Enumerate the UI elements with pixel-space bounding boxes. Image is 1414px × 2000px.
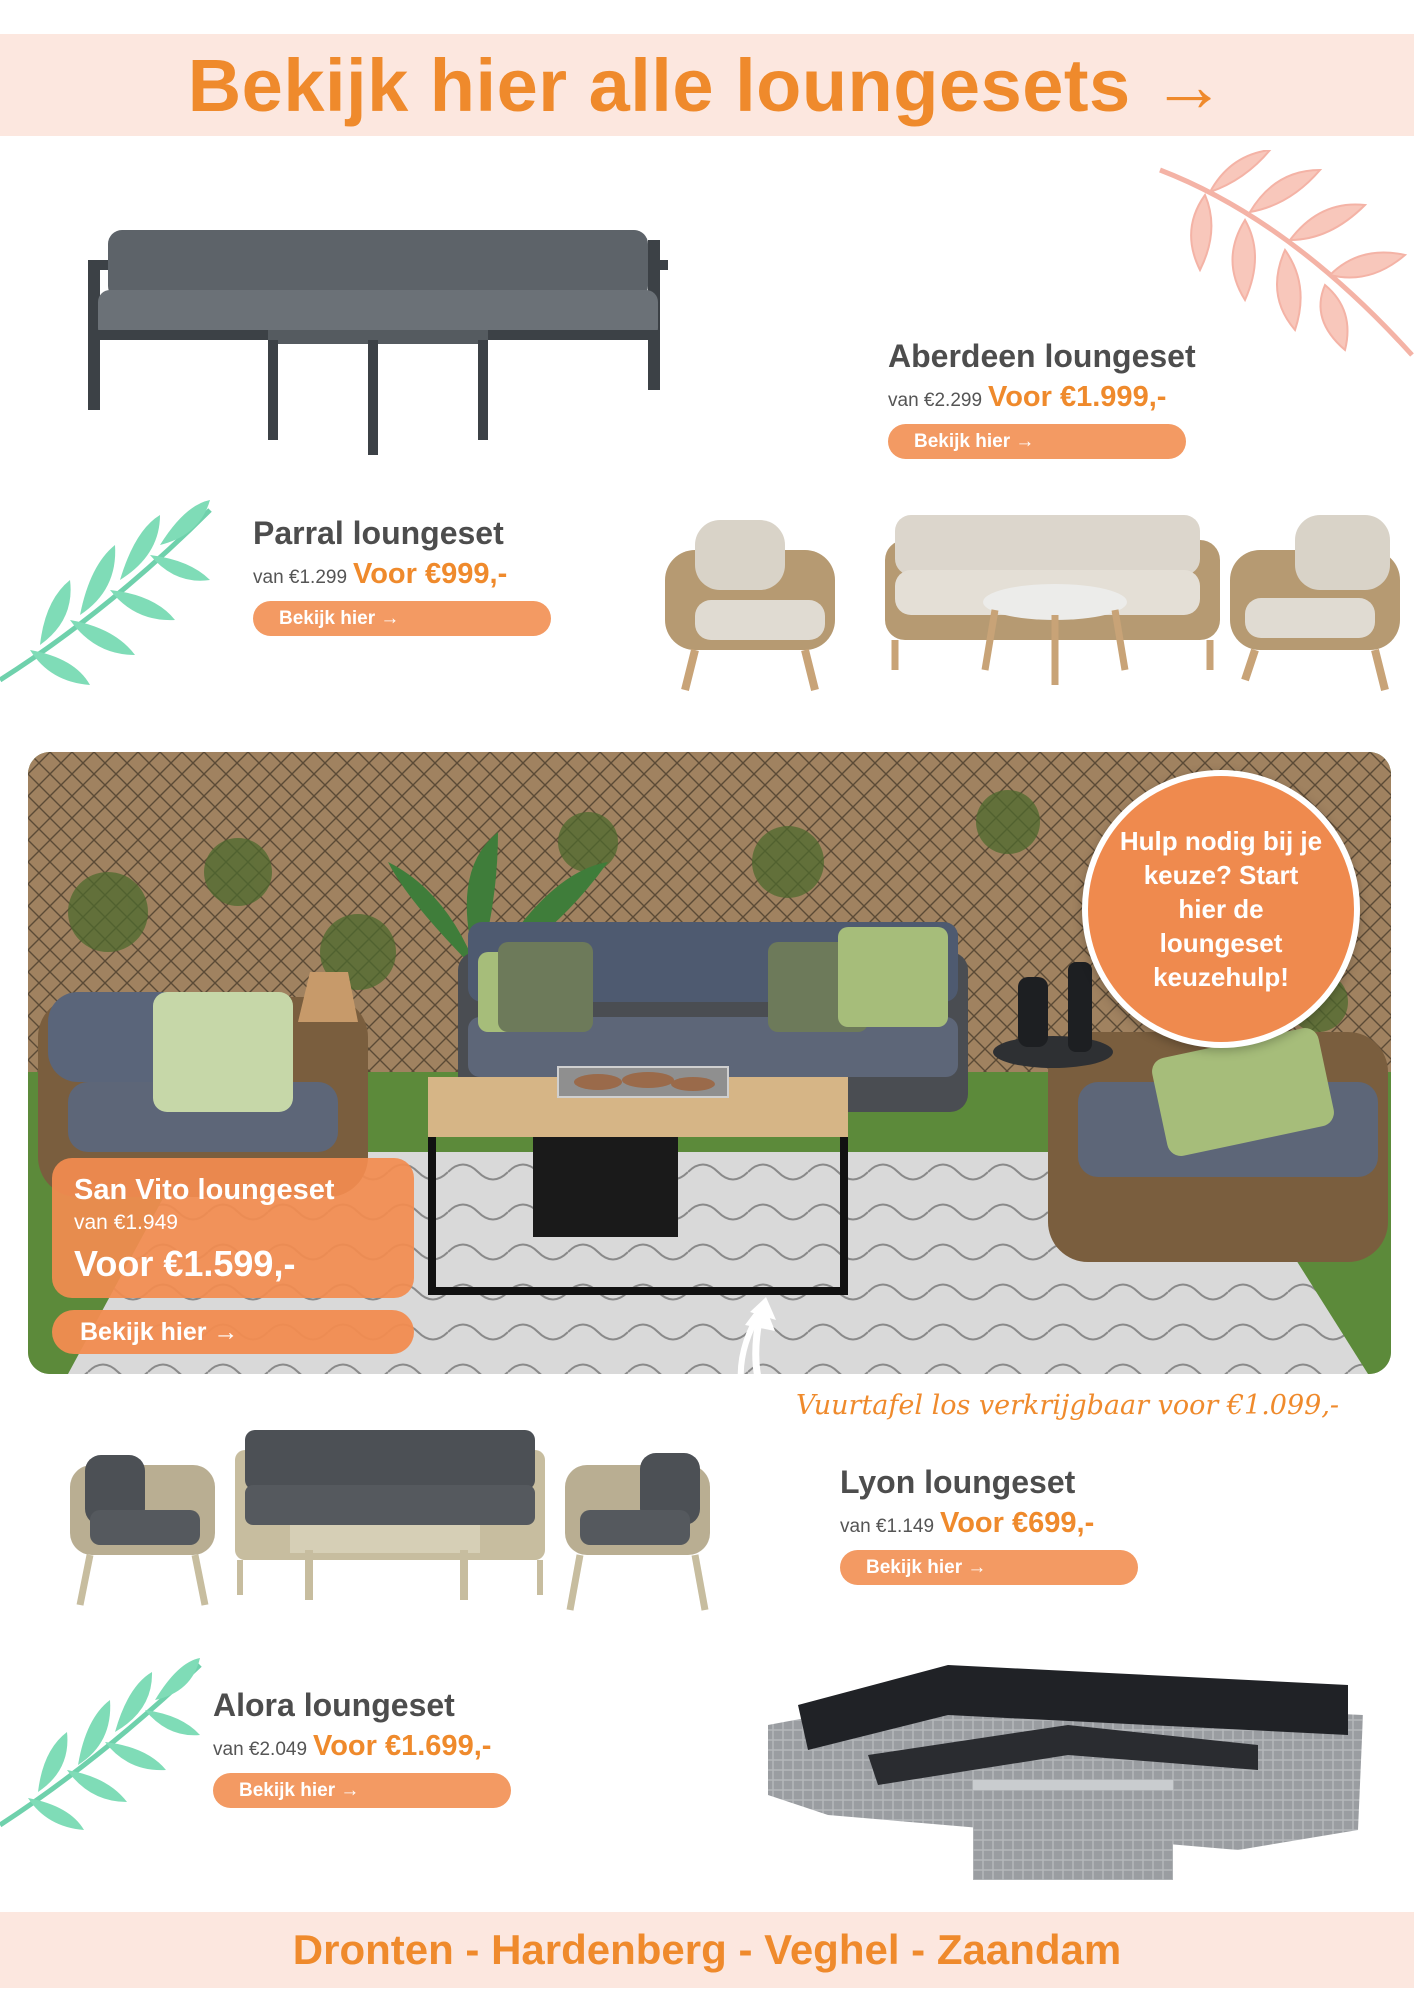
header-title-link[interactable]: Bekijk hier alle loungesets → bbox=[187, 43, 1227, 127]
sale-price: Voor €699,- bbox=[940, 1507, 1095, 1539]
green-leaf-icon bbox=[0, 1650, 205, 1835]
old-price: van €2.299 bbox=[888, 390, 983, 411]
keuzehulp-callout-button[interactable] bbox=[1082, 770, 1360, 1048]
product-lyon bbox=[840, 1464, 1138, 1585]
product-name: San Vito loungeset bbox=[74, 1174, 335, 1206]
pink-leaf-icon bbox=[1150, 150, 1414, 360]
product-aberdeen bbox=[888, 338, 1196, 459]
old-price: van €1.149 bbox=[840, 1516, 935, 1537]
product-name: Lyon loungeset bbox=[840, 1464, 1076, 1500]
san-vito-view-button[interactable]: Bekijk hier → bbox=[52, 1310, 414, 1354]
sale-price: Voor €999,- bbox=[353, 558, 508, 590]
store-locations: Dronten - Hardenberg - Veghel - Zaandam bbox=[292, 1926, 1122, 1973]
product-name: Parral loungeset bbox=[253, 515, 504, 551]
lyon-set-image bbox=[65, 1425, 715, 1615]
fire-table-note: Vuurtafel los verkrijgbaar voor €1.099,- bbox=[796, 1390, 1340, 1421]
product-name: Alora loungeset bbox=[213, 1687, 455, 1723]
alora-view-button[interactable]: Bekijk hier → bbox=[213, 1773, 511, 1808]
san-vito-price-box bbox=[52, 1158, 414, 1298]
footer-banner bbox=[0, 1912, 1414, 1988]
parral-view-button[interactable]: Bekijk hier → bbox=[253, 601, 551, 636]
arrow-up-icon bbox=[735, 1295, 795, 1425]
old-price: van €1.949 bbox=[74, 1211, 178, 1234]
product-name: Aberdeen loungeset bbox=[888, 338, 1196, 374]
green-leaf-icon bbox=[0, 490, 215, 690]
product-parral bbox=[253, 515, 551, 636]
callout-text: Hulp nodig bij je keuze? Start hier de loungeset keuzehulp! bbox=[1119, 826, 1323, 992]
aberdeen-sofa-image bbox=[88, 180, 688, 460]
old-price: van €2.049 bbox=[213, 1739, 308, 1760]
sale-price: Voor €1.699,- bbox=[313, 1730, 492, 1762]
product-alora bbox=[213, 1687, 511, 1808]
aberdeen-view-button[interactable]: Bekijk hier → bbox=[888, 424, 1186, 459]
alora-set-image bbox=[768, 1655, 1363, 1887]
parral-set-image bbox=[655, 510, 1410, 695]
old-price: van €1.299 bbox=[253, 567, 348, 588]
lyon-view-button[interactable]: Bekijk hier → bbox=[840, 1550, 1138, 1585]
sale-price: Voor €1.599,- bbox=[74, 1243, 296, 1284]
sale-price: Voor €1.999,- bbox=[988, 381, 1167, 413]
header-banner[interactable] bbox=[0, 34, 1414, 136]
